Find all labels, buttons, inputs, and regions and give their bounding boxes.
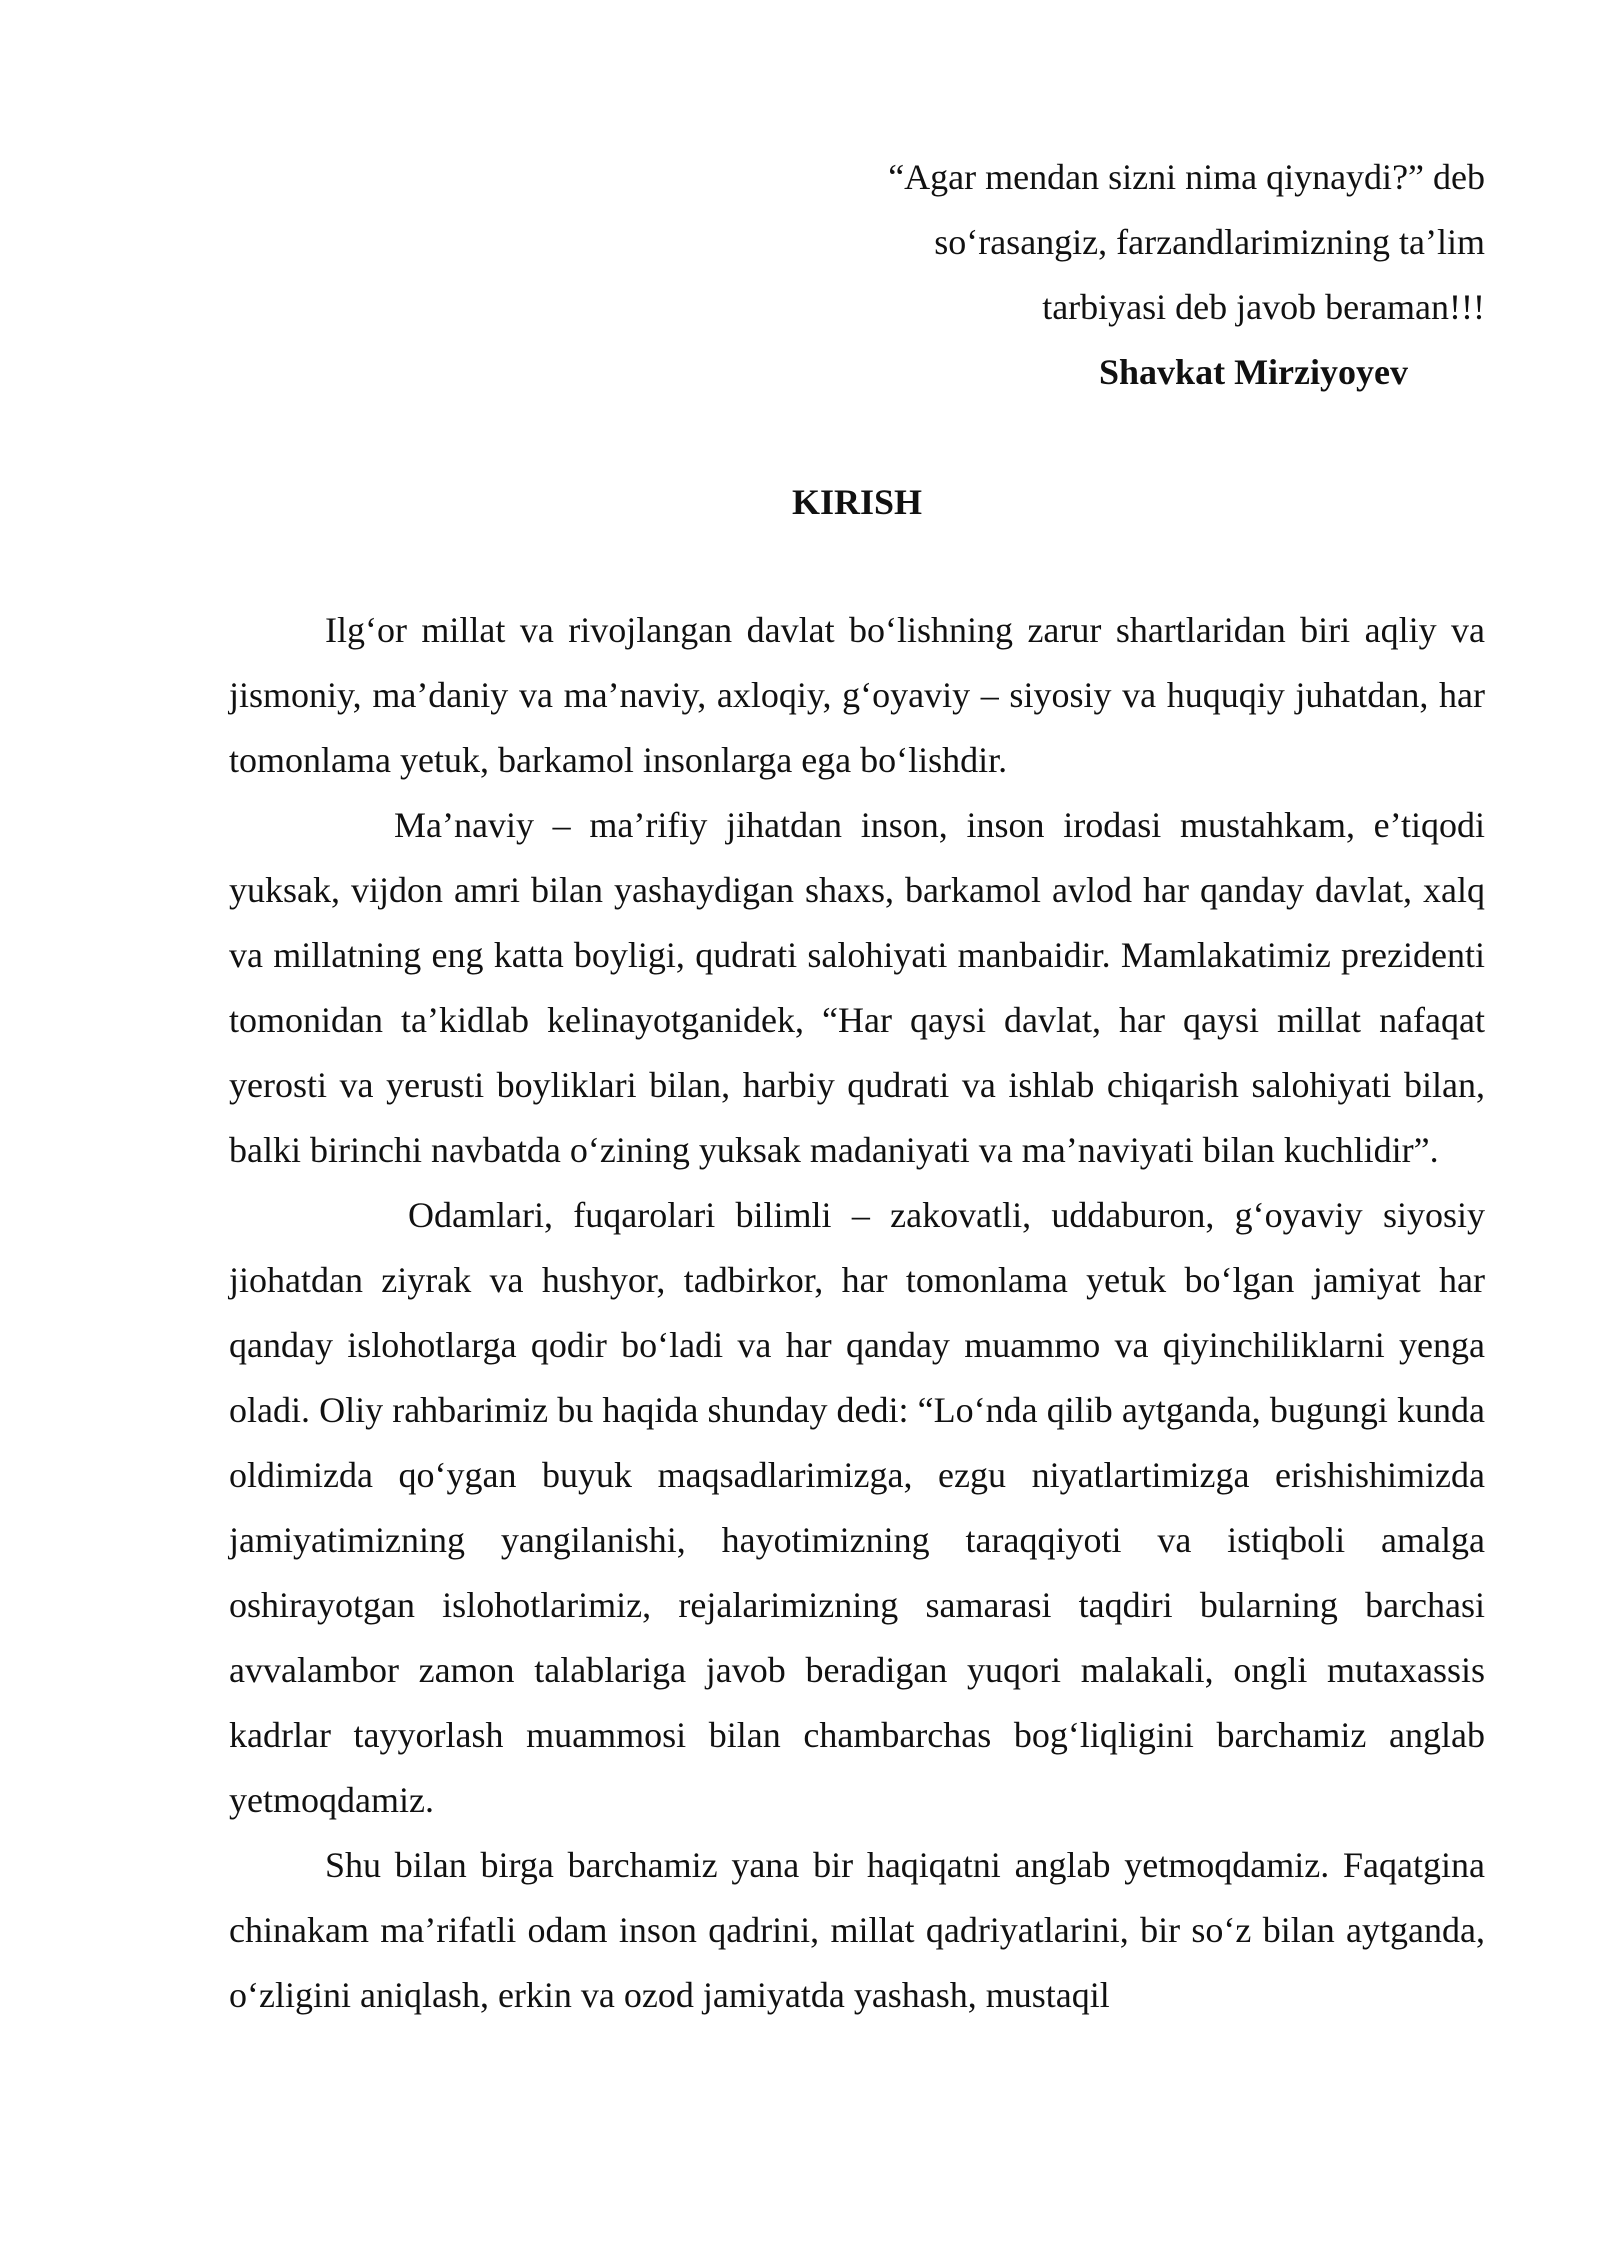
section-heading: KIRISH bbox=[791, 482, 923, 522]
paragraph: Shu bilan birga barchamiz yana bir haqiqatni anglab yetmoqdamiz. Faqatgina chinakam ma’rifatli odam inson qadrini, millat qadriyatlarini, bir so‘z bilan aytganda, o‘zligini aniqlash, erkin va ozod jamiyatda yashash, mustaqil bbox=[229, 1845, 1485, 2015]
epigraph bbox=[888, 145, 1485, 405]
body-text bbox=[229, 598, 1485, 2028]
epigraph-line: so‘rasangiz, farzandlarimizning ta’lim bbox=[934, 222, 1485, 262]
paragraph: Odamlari, fuqarolari bilimli – zakovatli, uddaburon, g‘oyaviy siyosiy jiohatdan ziyrak va hushyor, tadbirkor, har tomonlama yetuk bo‘lgan jamiyat har qanday islohotlarga qodir bo‘ladi va har qanday muammo va qiyinchiliklarni yenga oladi. Oliy rahbarimiz bu haqida shunday dedi: “Lo‘nda qilib aytganda, bugungi kunda oldimizda qo‘ygan buyuk maqsadlarimizga, ezgu niyatlartimizga erishishimizda jamiyatimizning yangilanishi, hayotimizning taraqqiyoti va istiqboli amalga oshirayotgan islohotlarimiz, rejalarimizning samarasi taqdiri bularning barchasi avvalambor zamon talablariga javob beradigan yuqori malakali, ongli mutaxassis kadrlar tayyorlash muammosi bilan chambarchas bog‘liqligini barchamiz anglab yetmoqdamiz. bbox=[229, 1195, 1485, 1820]
paragraph: Ma’naviy – ma’rifiy jihatdan inson, inson irodasi mustahkam, e’tiqodi yuksak, vijdon amri bilan yashaydigan shaxs, barkamol avlod har qanday davlat, xalq va millatning eng katta boyligi, qudrati salohiyati manbaidir. Mamlakatimiz prezidenti tomonidan ta’kidlab kelinayotganidek, “Har qaysi davlat, har qaysi millat nafaqat yerosti va yerusti boyliklari bilan, harbiy qudrati va ishlab chiqarish salohiyati bilan, balki birinchi navbatda o‘zining yuksak madaniyati va ma’naviyati bilan kuchlidir”. bbox=[229, 805, 1485, 1170]
epigraph-line: “Agar mendan sizni nima qiynaydi?” deb bbox=[888, 157, 1485, 197]
epigraph-line: tarbiyasi deb javob beraman!!! bbox=[1042, 287, 1485, 327]
epigraph-author: Shavkat Mirziyoyev bbox=[1099, 352, 1408, 392]
paragraph: Ilg‘or millat va rivojlangan davlat bo‘lishning zarur shartlaridan biri aqliy va jismoniy, ma’daniy va ma’naviy, axloqiy, g‘oyaviy – siyosiy va huquqiy juhatdan, har tomonlama yetuk, barkamol insonlarga ega bo‘lishdir. bbox=[229, 610, 1485, 780]
document-page bbox=[229, 0, 1485, 2262]
